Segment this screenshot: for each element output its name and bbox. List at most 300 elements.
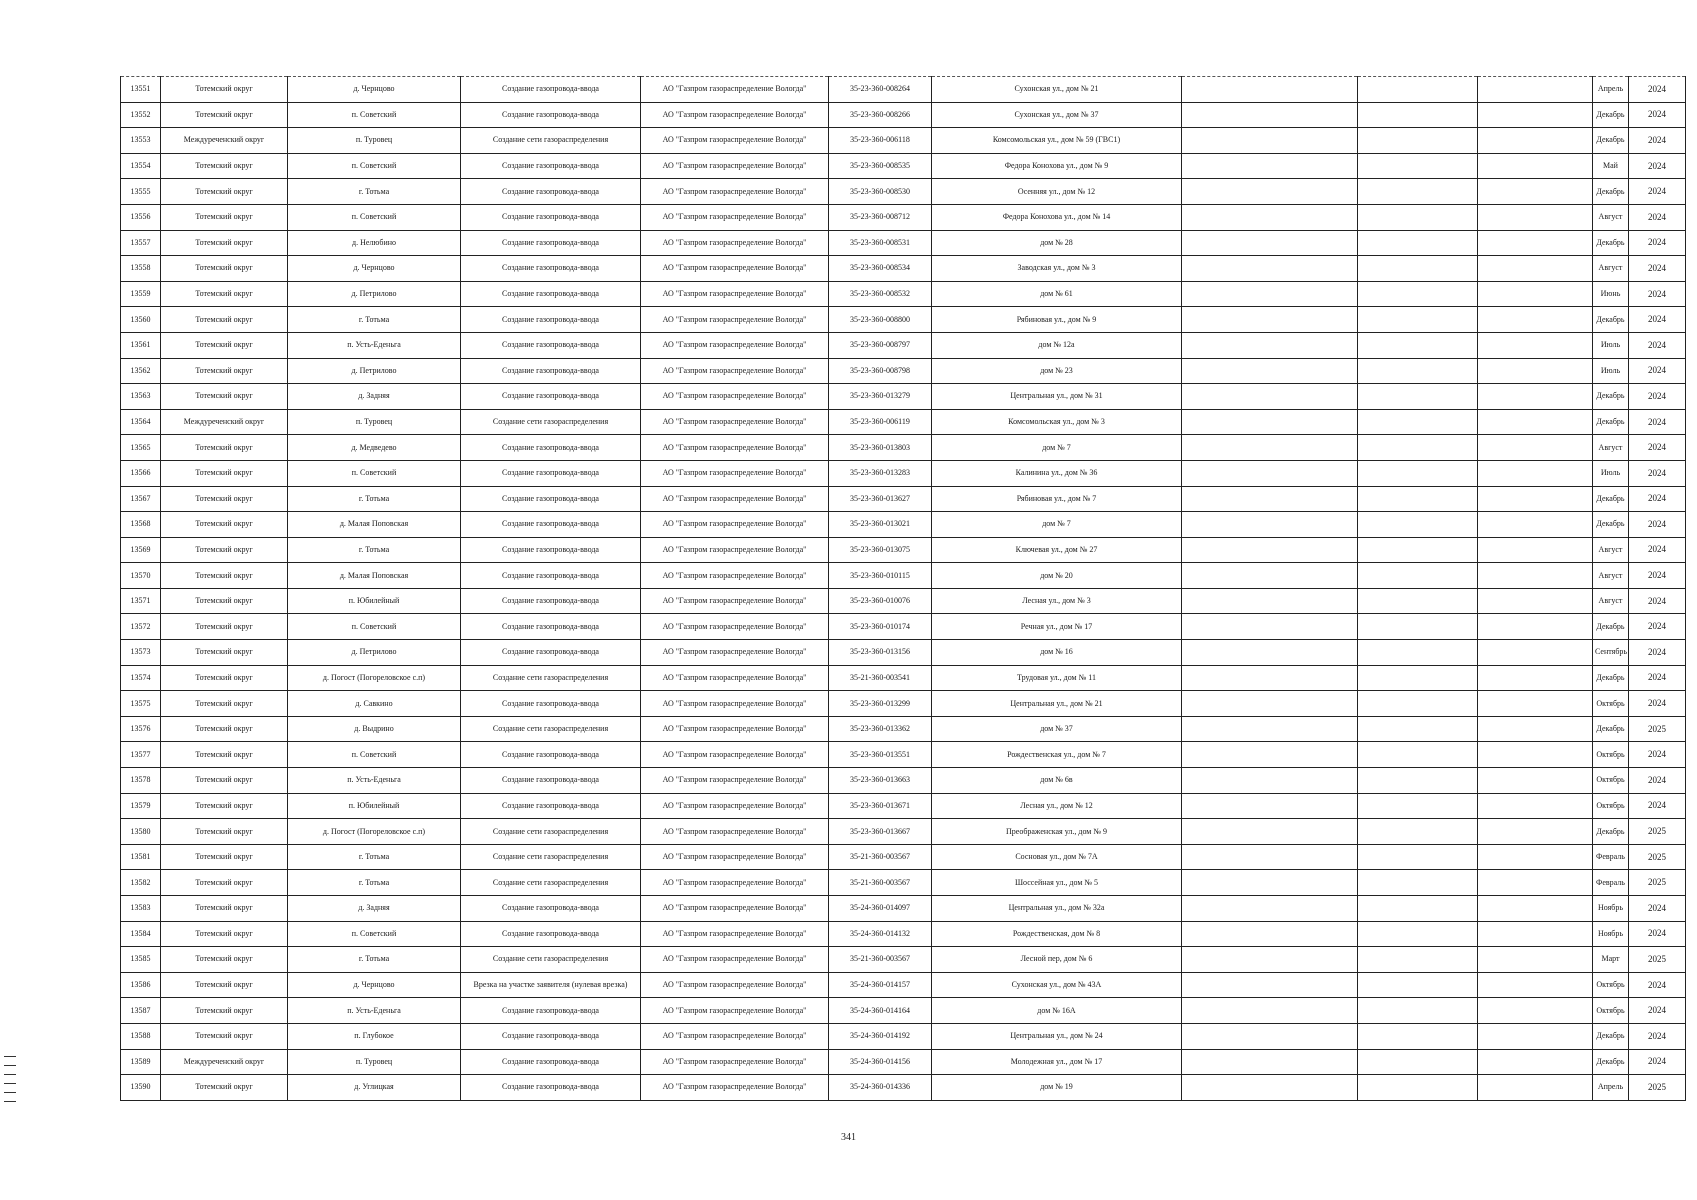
month-cell: Декабрь — [1593, 179, 1629, 205]
year-cell: 2024 — [1629, 179, 1686, 205]
settlement-cell: г. Тотьма — [288, 179, 461, 205]
district-cell: Тотемский округ — [161, 793, 288, 819]
organization-cell: АО "Газпром газораспределение Вологда" — [641, 230, 829, 256]
row-number: 13557 — [121, 230, 161, 256]
empty-cell — [1478, 409, 1593, 435]
district-cell: Тотемский округ — [161, 435, 288, 461]
empty-cell — [1182, 921, 1358, 947]
work-type-cell: Создание сети газораспределения — [461, 819, 641, 845]
empty-cell — [1182, 204, 1358, 230]
organization-cell: АО "Газпром газораспределение Вологда" — [641, 921, 829, 947]
table-row — [121, 153, 1686, 179]
work-type-cell: Создание газопровода-ввода — [461, 358, 641, 384]
organization-cell: АО "Газпром газораспределение Вологда" — [641, 768, 829, 794]
year-cell: 2024 — [1629, 460, 1686, 486]
month-cell: Февраль — [1593, 870, 1629, 896]
work-type-cell: Создание газопровода-ввода — [461, 640, 641, 666]
district-cell: Тотемский округ — [161, 1075, 288, 1101]
empty-cell — [1478, 1049, 1593, 1075]
year-cell: 2025 — [1629, 1075, 1686, 1101]
settlement-cell: д. Чернцово — [288, 972, 461, 998]
cadastral-number-cell: 35-21-360-003541 — [829, 665, 932, 691]
empty-cell — [1478, 819, 1593, 845]
empty-cell — [1182, 614, 1358, 640]
table-row — [121, 102, 1686, 128]
empty-cell — [1358, 128, 1478, 154]
address-cell: Осенняя ул., дом № 12 — [932, 179, 1182, 205]
table-row — [121, 307, 1686, 333]
empty-cell — [1358, 512, 1478, 538]
empty-cell — [1358, 588, 1478, 614]
empty-cell — [1358, 102, 1478, 128]
address-cell: дом № 6в — [932, 768, 1182, 794]
organization-cell: АО "Газпром газораспределение Вологда" — [641, 179, 829, 205]
district-cell: Тотемский округ — [161, 256, 288, 282]
table-row — [121, 819, 1686, 845]
settlement-cell: п. Усть-Еденьга — [288, 768, 461, 794]
organization-cell: АО "Газпром газораспределение Вологда" — [641, 947, 829, 973]
empty-cell — [1478, 588, 1593, 614]
empty-cell — [1358, 409, 1478, 435]
month-cell: Декабрь — [1593, 819, 1629, 845]
work-type-cell: Создание газопровода-ввода — [461, 435, 641, 461]
district-cell: Тотемский округ — [161, 153, 288, 179]
work-type-cell: Создание газопровода-ввода — [461, 332, 641, 358]
organization-cell: АО "Газпром газораспределение Вологда" — [641, 972, 829, 998]
district-cell: Тотемский округ — [161, 358, 288, 384]
table-row — [121, 332, 1686, 358]
table-row — [121, 896, 1686, 922]
organization-cell: АО "Газпром газораспределение Вологда" — [641, 742, 829, 768]
address-cell: Рябиновая ул., дом № 7 — [932, 486, 1182, 512]
cadastral-number-cell: 35-23-360-013283 — [829, 460, 932, 486]
table-row — [121, 77, 1686, 103]
empty-cell — [1182, 665, 1358, 691]
empty-cell — [1182, 819, 1358, 845]
settlement-cell: д. Погост (Погореловское с.п) — [288, 819, 461, 845]
organization-cell: АО "Газпром газораспределение Вологда" — [641, 1049, 829, 1075]
table-row — [121, 1075, 1686, 1101]
organization-cell: АО "Газпром газораспределение Вологда" — [641, 102, 829, 128]
empty-cell — [1478, 179, 1593, 205]
cadastral-number-cell: 35-23-360-008531 — [829, 230, 932, 256]
settlement-cell: п. Советский — [288, 153, 461, 179]
table-row — [121, 972, 1686, 998]
year-cell: 2024 — [1629, 128, 1686, 154]
empty-cell — [1358, 716, 1478, 742]
empty-cell — [1358, 204, 1478, 230]
empty-cell — [1358, 691, 1478, 717]
cadastral-number-cell: 35-23-360-008266 — [829, 102, 932, 128]
cadastral-number-cell: 35-23-360-006119 — [829, 409, 932, 435]
year-cell: 2024 — [1629, 358, 1686, 384]
row-number: 13574 — [121, 665, 161, 691]
district-cell: Тотемский округ — [161, 307, 288, 333]
row-number: 13560 — [121, 307, 161, 333]
scan-mark — [4, 1074, 16, 1075]
empty-cell — [1478, 460, 1593, 486]
empty-cell — [1182, 691, 1358, 717]
organization-cell: АО "Газпром газораспределение Вологда" — [641, 870, 829, 896]
organization-cell: АО "Газпром газораспределение Вологда" — [641, 153, 829, 179]
organization-cell: АО "Газпром газораспределение Вологда" — [641, 332, 829, 358]
address-cell: дом № 7 — [932, 435, 1182, 461]
organization-cell: АО "Газпром газораспределение Вологда" — [641, 409, 829, 435]
empty-cell — [1358, 332, 1478, 358]
organization-cell: АО "Газпром газораспределение Вологда" — [641, 844, 829, 870]
year-cell: 2025 — [1629, 870, 1686, 896]
year-cell: 2024 — [1629, 537, 1686, 563]
year-cell: 2024 — [1629, 768, 1686, 794]
empty-cell — [1182, 768, 1358, 794]
settlement-cell: д. Чернцово — [288, 256, 461, 282]
month-cell: Октябрь — [1593, 691, 1629, 717]
month-cell: Декабрь — [1593, 716, 1629, 742]
address-cell: Трудовая ул., дом № 11 — [932, 665, 1182, 691]
empty-cell — [1358, 742, 1478, 768]
document-sheet — [120, 76, 1685, 1101]
month-cell: Февраль — [1593, 844, 1629, 870]
cadastral-number-cell: 35-23-360-013021 — [829, 512, 932, 538]
empty-cell — [1478, 230, 1593, 256]
district-cell: Тотемский округ — [161, 537, 288, 563]
address-cell: Лесная ул., дом № 3 — [932, 588, 1182, 614]
empty-cell — [1182, 384, 1358, 410]
settlement-cell: п. Усть-Еденьга — [288, 332, 461, 358]
table-row — [121, 460, 1686, 486]
table-row — [121, 384, 1686, 410]
cadastral-number-cell: 35-24-360-014132 — [829, 921, 932, 947]
empty-cell — [1182, 230, 1358, 256]
row-number: 13583 — [121, 896, 161, 922]
row-number: 13585 — [121, 947, 161, 973]
empty-cell — [1182, 844, 1358, 870]
work-type-cell: Создание сети газораспределения — [461, 716, 641, 742]
month-cell: Июнь — [1593, 281, 1629, 307]
empty-cell — [1358, 281, 1478, 307]
cadastral-number-cell: 35-23-360-008800 — [829, 307, 932, 333]
work-type-cell: Создание газопровода-ввода — [461, 281, 641, 307]
work-type-cell: Создание сети газораспределения — [461, 870, 641, 896]
year-cell: 2024 — [1629, 1049, 1686, 1075]
row-number: 13573 — [121, 640, 161, 666]
settlement-cell: п. Туровец — [288, 409, 461, 435]
year-cell: 2025 — [1629, 844, 1686, 870]
row-number: 13586 — [121, 972, 161, 998]
work-type-cell: Создание газопровода-ввода — [461, 384, 641, 410]
empty-cell — [1358, 921, 1478, 947]
month-cell: Октябрь — [1593, 742, 1629, 768]
organization-cell: АО "Газпром газораспределение Вологда" — [641, 588, 829, 614]
organization-cell: АО "Газпром газораспределение Вологда" — [641, 793, 829, 819]
cadastral-number-cell: 35-21-360-003567 — [829, 870, 932, 896]
address-cell: Сухонская ул., дом № 43А — [932, 972, 1182, 998]
work-type-cell: Создание газопровода-ввода — [461, 768, 641, 794]
empty-cell — [1182, 256, 1358, 282]
settlement-cell: д. Медведево — [288, 435, 461, 461]
cadastral-number-cell: 35-21-360-003567 — [829, 947, 932, 973]
empty-cell — [1358, 819, 1478, 845]
month-cell: Апрель — [1593, 1075, 1629, 1101]
year-cell: 2024 — [1629, 742, 1686, 768]
settlement-cell: п. Юбилейный — [288, 793, 461, 819]
table-row — [121, 1049, 1686, 1075]
empty-cell — [1358, 793, 1478, 819]
cadastral-number-cell: 35-23-360-013627 — [829, 486, 932, 512]
year-cell: 2024 — [1629, 435, 1686, 461]
district-cell: Тотемский округ — [161, 691, 288, 717]
year-cell: 2025 — [1629, 716, 1686, 742]
settlement-cell: д. Чернцово — [288, 77, 461, 103]
work-type-cell: Создание газопровода-ввода — [461, 793, 641, 819]
address-cell: Сухонская ул., дом № 37 — [932, 102, 1182, 128]
empty-cell — [1182, 409, 1358, 435]
settlement-cell: п. Усть-Еденьга — [288, 998, 461, 1024]
year-cell: 2024 — [1629, 972, 1686, 998]
empty-cell — [1478, 921, 1593, 947]
empty-cell — [1182, 307, 1358, 333]
year-cell: 2024 — [1629, 281, 1686, 307]
empty-cell — [1182, 896, 1358, 922]
work-type-cell: Создание газопровода-ввода — [461, 896, 641, 922]
address-cell: Рождественская ул., дом № 7 — [932, 742, 1182, 768]
settlement-cell: п. Юбилейный — [288, 588, 461, 614]
month-cell: Декабрь — [1593, 409, 1629, 435]
table-row — [121, 588, 1686, 614]
month-cell: Август — [1593, 537, 1629, 563]
empty-cell — [1478, 1075, 1593, 1101]
cadastral-number-cell: 35-23-360-008530 — [829, 179, 932, 205]
month-cell: Декабрь — [1593, 486, 1629, 512]
empty-cell — [1182, 716, 1358, 742]
empty-cell — [1478, 614, 1593, 640]
page-number: 341 — [841, 1132, 856, 1143]
address-cell: дом № 19 — [932, 1075, 1182, 1101]
row-number: 13561 — [121, 332, 161, 358]
month-cell: Октябрь — [1593, 972, 1629, 998]
empty-cell — [1182, 179, 1358, 205]
empty-cell — [1358, 665, 1478, 691]
scan-mark — [4, 1083, 16, 1084]
empty-cell — [1182, 332, 1358, 358]
month-cell: Июль — [1593, 460, 1629, 486]
empty-cell — [1358, 614, 1478, 640]
row-number: 13570 — [121, 563, 161, 589]
empty-cell — [1478, 870, 1593, 896]
work-type-cell: Создание сети газораспределения — [461, 947, 641, 973]
district-cell: Тотемский округ — [161, 563, 288, 589]
empty-cell — [1182, 870, 1358, 896]
empty-cell — [1182, 1075, 1358, 1101]
district-cell: Тотемский округ — [161, 870, 288, 896]
address-cell: Центральная ул., дом № 31 — [932, 384, 1182, 410]
month-cell: Декабрь — [1593, 102, 1629, 128]
cadastral-number-cell: 35-23-360-006118 — [829, 128, 932, 154]
empty-cell — [1358, 384, 1478, 410]
table-row — [121, 179, 1686, 205]
cadastral-number-cell: 35-23-360-008534 — [829, 256, 932, 282]
table-row — [121, 691, 1686, 717]
work-type-cell: Создание газопровода-ввода — [461, 537, 641, 563]
month-cell: Октябрь — [1593, 998, 1629, 1024]
empty-cell — [1478, 665, 1593, 691]
empty-cell — [1182, 1049, 1358, 1075]
organization-cell: АО "Газпром газораспределение Вологда" — [641, 204, 829, 230]
cadastral-number-cell: 35-23-360-013075 — [829, 537, 932, 563]
empty-cell — [1358, 358, 1478, 384]
empty-cell — [1478, 435, 1593, 461]
cadastral-number-cell: 35-24-360-014164 — [829, 998, 932, 1024]
scan-mark — [4, 1056, 16, 1057]
row-number: 13581 — [121, 844, 161, 870]
empty-cell — [1358, 486, 1478, 512]
district-cell: Тотемский округ — [161, 460, 288, 486]
settlement-cell: д. Петрилово — [288, 281, 461, 307]
address-cell: Сухонская ул., дом № 21 — [932, 77, 1182, 103]
cadastral-number-cell: 35-24-360-014097 — [829, 896, 932, 922]
cadastral-number-cell: 35-23-360-013362 — [829, 716, 932, 742]
month-cell: Август — [1593, 204, 1629, 230]
table-row — [121, 921, 1686, 947]
empty-cell — [1478, 204, 1593, 230]
cadastral-number-cell: 35-24-360-014156 — [829, 1049, 932, 1075]
address-cell: Федора Конохова ул., дом № 14 — [932, 204, 1182, 230]
year-cell: 2024 — [1629, 691, 1686, 717]
empty-cell — [1358, 870, 1478, 896]
empty-cell — [1478, 512, 1593, 538]
address-cell: дом № 20 — [932, 563, 1182, 589]
table-row — [121, 486, 1686, 512]
year-cell: 2024 — [1629, 332, 1686, 358]
year-cell: 2024 — [1629, 230, 1686, 256]
empty-cell — [1478, 793, 1593, 819]
month-cell: Декабрь — [1593, 614, 1629, 640]
work-type-cell: Создание газопровода-ввода — [461, 460, 641, 486]
month-cell: Август — [1593, 588, 1629, 614]
year-cell: 2024 — [1629, 563, 1686, 589]
row-number: 13579 — [121, 793, 161, 819]
row-number: 13584 — [121, 921, 161, 947]
organization-cell: АО "Газпром газораспределение Вологда" — [641, 665, 829, 691]
settlement-cell: д. Петрилово — [288, 640, 461, 666]
empty-cell — [1182, 102, 1358, 128]
row-number: 13553 — [121, 128, 161, 154]
row-number: 13569 — [121, 537, 161, 563]
organization-cell: АО "Газпром газораспределение Вологда" — [641, 512, 829, 538]
month-cell: Декабрь — [1593, 665, 1629, 691]
month-cell: Март — [1593, 947, 1629, 973]
organization-cell: АО "Газпром газораспределение Вологда" — [641, 537, 829, 563]
cadastral-number-cell: 35-23-360-008712 — [829, 204, 932, 230]
organization-cell: АО "Газпром газораспределение Вологда" — [641, 1023, 829, 1049]
table-row — [121, 870, 1686, 896]
district-cell: Тотемский округ — [161, 998, 288, 1024]
cadastral-number-cell: 35-23-360-013551 — [829, 742, 932, 768]
year-cell: 2024 — [1629, 896, 1686, 922]
table-row — [121, 768, 1686, 794]
empty-cell — [1478, 358, 1593, 384]
settlement-cell: п. Советский — [288, 921, 461, 947]
organization-cell: АО "Газпром газораспределение Вологда" — [641, 77, 829, 103]
empty-cell — [1478, 153, 1593, 179]
district-cell: Тотемский округ — [161, 665, 288, 691]
row-number: 13575 — [121, 691, 161, 717]
empty-cell — [1478, 563, 1593, 589]
row-number: 13555 — [121, 179, 161, 205]
row-number: 13588 — [121, 1023, 161, 1049]
table-row — [121, 665, 1686, 691]
organization-cell: АО "Газпром газораспределение Вологда" — [641, 384, 829, 410]
table-row — [121, 256, 1686, 282]
work-type-cell: Создание газопровода-ввода — [461, 486, 641, 512]
organization-cell: АО "Газпром газораспределение Вологда" — [641, 435, 829, 461]
district-cell: Тотемский округ — [161, 614, 288, 640]
cadastral-number-cell: 35-23-360-010174 — [829, 614, 932, 640]
cadastral-number-cell: 35-23-360-008532 — [829, 281, 932, 307]
row-number: 13571 — [121, 588, 161, 614]
cadastral-number-cell: 35-23-360-013299 — [829, 691, 932, 717]
empty-cell — [1478, 768, 1593, 794]
table-row — [121, 742, 1686, 768]
empty-cell — [1358, 256, 1478, 282]
district-cell: Тотемский округ — [161, 742, 288, 768]
work-type-cell: Создание газопровода-ввода — [461, 102, 641, 128]
district-cell: Тотемский округ — [161, 1023, 288, 1049]
district-cell: Тотемский округ — [161, 281, 288, 307]
district-cell: Тотемский округ — [161, 77, 288, 103]
month-cell: Декабрь — [1593, 1023, 1629, 1049]
work-type-cell: Создание газопровода-ввода — [461, 742, 641, 768]
year-cell: 2024 — [1629, 307, 1686, 333]
scan-mark — [4, 1092, 16, 1093]
district-cell: Тотемский округ — [161, 332, 288, 358]
empty-cell — [1358, 896, 1478, 922]
address-cell: Речная ул., дом № 17 — [932, 614, 1182, 640]
settlement-cell: д. Малая Поповская — [288, 563, 461, 589]
year-cell: 2024 — [1629, 77, 1686, 103]
month-cell: Декабрь — [1593, 1049, 1629, 1075]
organization-cell: АО "Газпром газораспределение Вологда" — [641, 716, 829, 742]
table-row — [121, 409, 1686, 435]
district-cell: Междуреченский округ — [161, 128, 288, 154]
empty-cell — [1182, 588, 1358, 614]
address-cell: Ключевая ул., дом № 27 — [932, 537, 1182, 563]
row-number: 13587 — [121, 998, 161, 1024]
month-cell: Декабрь — [1593, 128, 1629, 154]
table-row — [121, 230, 1686, 256]
year-cell: 2024 — [1629, 614, 1686, 640]
address-cell: Центральная ул., дом № 21 — [932, 691, 1182, 717]
row-number: 13552 — [121, 102, 161, 128]
district-cell: Междуреченский округ — [161, 1049, 288, 1075]
settlement-cell: п. Советский — [288, 102, 461, 128]
gas-connection-table — [120, 76, 1686, 1101]
district-cell: Тотемский округ — [161, 716, 288, 742]
table-row — [121, 204, 1686, 230]
settlement-cell: д. Петрилово — [288, 358, 461, 384]
empty-cell — [1182, 153, 1358, 179]
empty-cell — [1478, 716, 1593, 742]
district-cell: Тотемский округ — [161, 640, 288, 666]
cadastral-number-cell: 35-23-360-008535 — [829, 153, 932, 179]
year-cell: 2025 — [1629, 819, 1686, 845]
organization-cell: АО "Газпром газораспределение Вологда" — [641, 486, 829, 512]
empty-cell — [1358, 947, 1478, 973]
settlement-cell: г. Тотьма — [288, 844, 461, 870]
row-number: 13568 — [121, 512, 161, 538]
row-number: 13551 — [121, 77, 161, 103]
organization-cell: АО "Газпром газораспределение Вологда" — [641, 896, 829, 922]
